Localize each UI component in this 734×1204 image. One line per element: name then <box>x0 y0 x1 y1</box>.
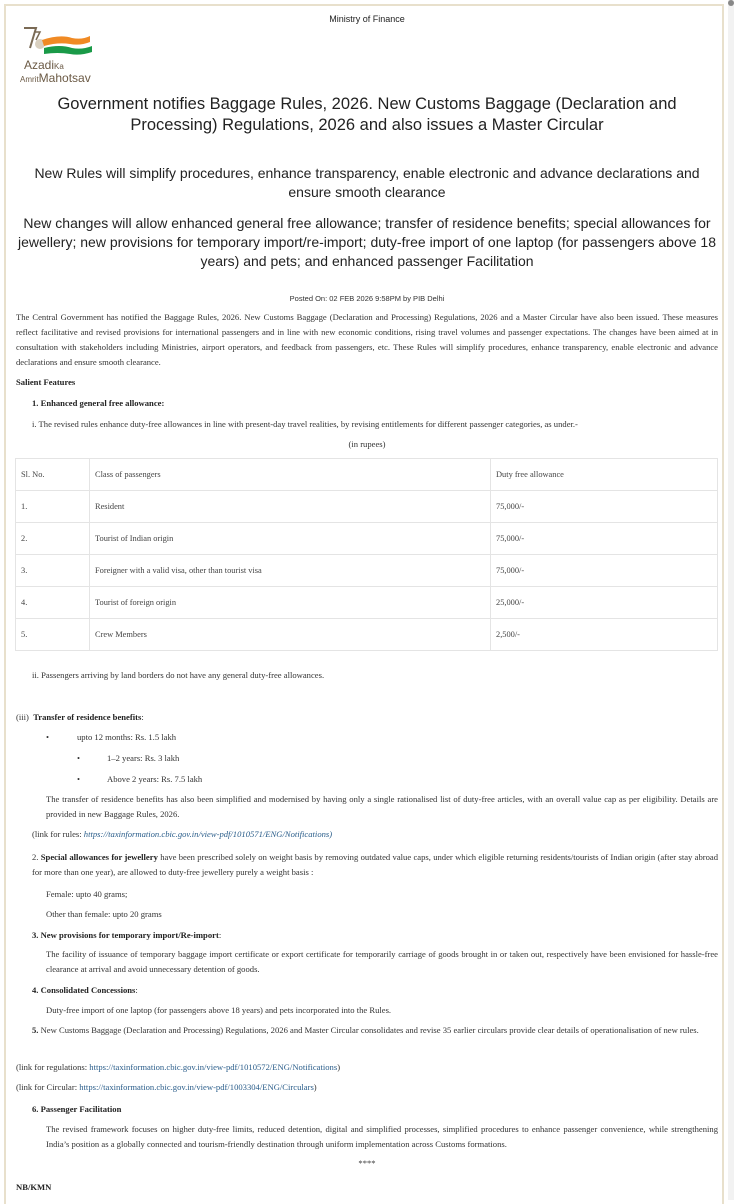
section-2-label: Special allowances for jewellery <box>40 852 158 862</box>
allowance-table <box>15 458 718 651</box>
rules-link[interactable]: https://taxinformation.cbic.gov.in/view-pdf/1010571/ENG/Notifications <box>83 829 330 839</box>
circular-link[interactable]: https://taxinformation.cbic.gov.in/view-pdf/1003304/ENG/Circulars <box>79 1082 314 1092</box>
logo-azadi: Azadi <box>24 58 55 72</box>
cell-allowance: 75,000/- <box>491 555 718 587</box>
cell-class: Tourist of Indian origin <box>90 523 491 555</box>
section-iii-paragraph: The transfer of residence benefits has also been simplified and modernised by having only a single rationalised list of duty-free articles, with an overall value cap as per eligibility. Details are provided in new Baggage Rules, 2026. <box>46 794 718 819</box>
header-allowance: Duty free allowance <box>491 459 718 491</box>
logo-mahotsav: Mahotsav <box>38 71 91 85</box>
cell-sl-no: 5. <box>16 619 90 651</box>
jewellery-female: Female: upto 40 grams; <box>46 889 128 899</box>
section-5-text: New Customs Baggage (Declaration and Processing) Regulations, 2026 and Master Circular consolidates and revise 35 earlier circulars provide clear details of operationalisation of new rules. <box>38 1025 699 1035</box>
scroll-thumb[interactable] <box>728 0 734 6</box>
logo-amrit: Amrit <box>20 75 39 84</box>
section-6-heading <box>32 1102 121 1117</box>
section-2-number: 2. <box>32 852 41 862</box>
subtitle-1: New Rules will simplify procedures, enhance transparency, enable electronic and advance declarations and ensure smooth clearance <box>34 165 700 200</box>
table-row <box>16 523 718 555</box>
bullet-text: 1–2 years: Rs. 3 lakh <box>107 753 180 763</box>
unit-label: (in rupees) <box>348 439 386 449</box>
subtitle-2: New changes will allow enhanced general free allowance; transfer of residence benefits; special allowances for jewellery; new provisions for temporary import/re-import; duty-free import of one laptop (for passengers above 18 years) and pets; and enhanced passenger Facilitation <box>18 215 716 269</box>
cell-class: Crew Members <box>90 619 491 651</box>
section-iii-heading <box>16 710 144 725</box>
logo-flag-icon <box>20 26 100 60</box>
regulations-link-prefix: (link for regulations: <box>16 1062 90 1072</box>
bullet-icon: • <box>77 753 81 763</box>
section-5-number: 5. <box>32 1025 39 1035</box>
table-row <box>16 619 718 651</box>
bullet-text: upto 12 months: Rs. 1.5 lakh <box>77 732 177 742</box>
bullet-item <box>46 730 177 745</box>
section-5-paragraph <box>32 1023 718 1038</box>
section-3-colon: : <box>218 930 222 940</box>
logo-text-line1 <box>24 58 64 72</box>
section-4-paragraph: Duty-free import of one laptop (for passengers above 18 years) and pets incorporated into the Rules. <box>46 1005 392 1015</box>
bullet-icon: • <box>46 732 50 742</box>
section-4-colon: : <box>135 985 138 995</box>
bullet-text: Above 2 years: Rs. 7.5 lakh <box>107 774 203 784</box>
section-4-heading <box>32 983 138 998</box>
bullet-item <box>77 751 180 766</box>
cell-class: Foreigner with a valid visa, other than tourist visa <box>90 555 491 587</box>
section-1-label: 1. Enhanced general free allowance: <box>32 398 165 408</box>
section-3-heading <box>32 928 221 943</box>
section-iii-label: Transfer of residence benefits <box>33 712 142 722</box>
posted-on: Posted On: 02 FEB 2026 9:58PM by PIB Delhi <box>289 294 445 303</box>
logo-text-line2 <box>20 71 91 85</box>
section-1-point-ii: ii. Passengers arriving by land borders do not have any general duty-free allowances. <box>32 670 325 680</box>
section-iii-number: (iii) <box>16 712 29 722</box>
ministry-name: Ministry of Finance <box>329 14 405 24</box>
regulations-link[interactable]: https://taxinformation.cbic.gov.in/view-pdf/1010572/ENG/Notifications <box>89 1062 338 1072</box>
bullet-item <box>77 772 203 787</box>
signoff-text: NB/KMN <box>16 1182 52 1192</box>
signoff <box>16 1180 51 1195</box>
cell-sl-no: 3. <box>16 555 90 587</box>
cell-class: Tourist of foreign origin <box>90 587 491 619</box>
table-row <box>16 491 718 523</box>
section-iii-colon: : <box>141 712 144 722</box>
cell-allowance: 75,000/- <box>491 523 718 555</box>
jewellery-other: Other than female: upto 20 grams <box>46 909 162 919</box>
regulations-link-suffix: ) <box>337 1062 341 1072</box>
circular-link-prefix: (link for Circular: <box>16 1082 80 1092</box>
regulations-link-line <box>16 1060 340 1075</box>
page-title: Government notifies Baggage Rules, 2026. New Customs Baggage (Declaration and Processing) Regulations, 2026 and also issues a Master Circular <box>57 95 677 134</box>
section-4-label: 4. Consolidated Concessions <box>32 985 136 995</box>
salient-features-heading <box>16 375 75 390</box>
rules-link-line <box>32 827 332 842</box>
table-row <box>16 555 718 587</box>
circular-link-suffix: ) <box>313 1082 317 1092</box>
section-1-heading <box>32 396 164 411</box>
section-3-paragraph: The facility of issuance of temporary baggage import certificate or export certificate for temporarily carriage of goods brought in or taken out, respectively have been envisioned for hassle-free clearance at arrival and avoid unnecessary detention of goods. <box>46 949 718 974</box>
logo-ka: Ka <box>54 62 64 71</box>
bullet-icon: • <box>77 774 81 784</box>
separator-stars: **** <box>358 1158 376 1168</box>
rules-link-suffix: ) <box>329 829 333 839</box>
cell-class: Resident <box>90 491 491 523</box>
scrollbar[interactable] <box>728 0 734 1200</box>
salient-label: Salient Features <box>16 377 76 387</box>
intro-paragraph: The Central Government has notified the Baggage Rules, 2026. New Customs Baggage (Declaration and Processing) Regulations, 2026 and a Master Circular have also been issued. These measures reflect facilitative and revised provisions for international passengers and in line with new economic conditions, rising travel volumes and passenger expectations. The changes have been aimed at in consultation with stakeholders including Ministries, airport operators, and feedback from passengers, etc. These Rules will simplify procedures, enhance transparency, enable electronic and advance declarations and ensure smooth clearance. <box>16 312 718 367</box>
header-sl-no: Sl. No. <box>16 459 90 491</box>
section-6-paragraph: The revised framework focuses on higher duty-free limits, reduced detention, digital and simplified processes, simplified procedures to enhance passenger convenience, while strengthening India’s position as a globally connected and tourism-friendly destination through uniform implementation across Customs formations. <box>46 1124 718 1149</box>
section-2-paragraph <box>32 850 718 880</box>
azadi-ka-amrit-mahotsav-logo <box>20 26 100 85</box>
section-2-text: have been prescribed solely on weight basis by removing outdated value caps, under which eligible returning residents/tourists of Indian origin (after stay abroad for more than one year), are allowed to duty-free jewellery purely a weight basis : <box>32 852 719 877</box>
cell-sl-no: 1. <box>16 491 90 523</box>
table-header-row <box>16 459 718 491</box>
header-class: Class of passengers <box>90 459 491 491</box>
cell-sl-no: 2. <box>16 523 90 555</box>
rules-link-prefix: (link for rules: <box>32 829 84 839</box>
section-3-label: 3. New provisions for temporary import/Re-import <box>32 930 219 940</box>
cell-allowance: 75,000/- <box>491 491 718 523</box>
cell-allowance: 2,500/- <box>491 619 718 651</box>
table-row <box>16 587 718 619</box>
section-1-point-i: i. The revised rules enhance duty-free allowances in line with present-day travel realities, by revising entitlements for different passenger categories, as under.- <box>32 419 578 429</box>
circular-link-line <box>16 1080 317 1095</box>
cell-sl-no: 4. <box>16 587 90 619</box>
section-6-label: 6. Passenger Facilitation <box>32 1104 122 1114</box>
cell-allowance: 25,000/- <box>491 587 718 619</box>
